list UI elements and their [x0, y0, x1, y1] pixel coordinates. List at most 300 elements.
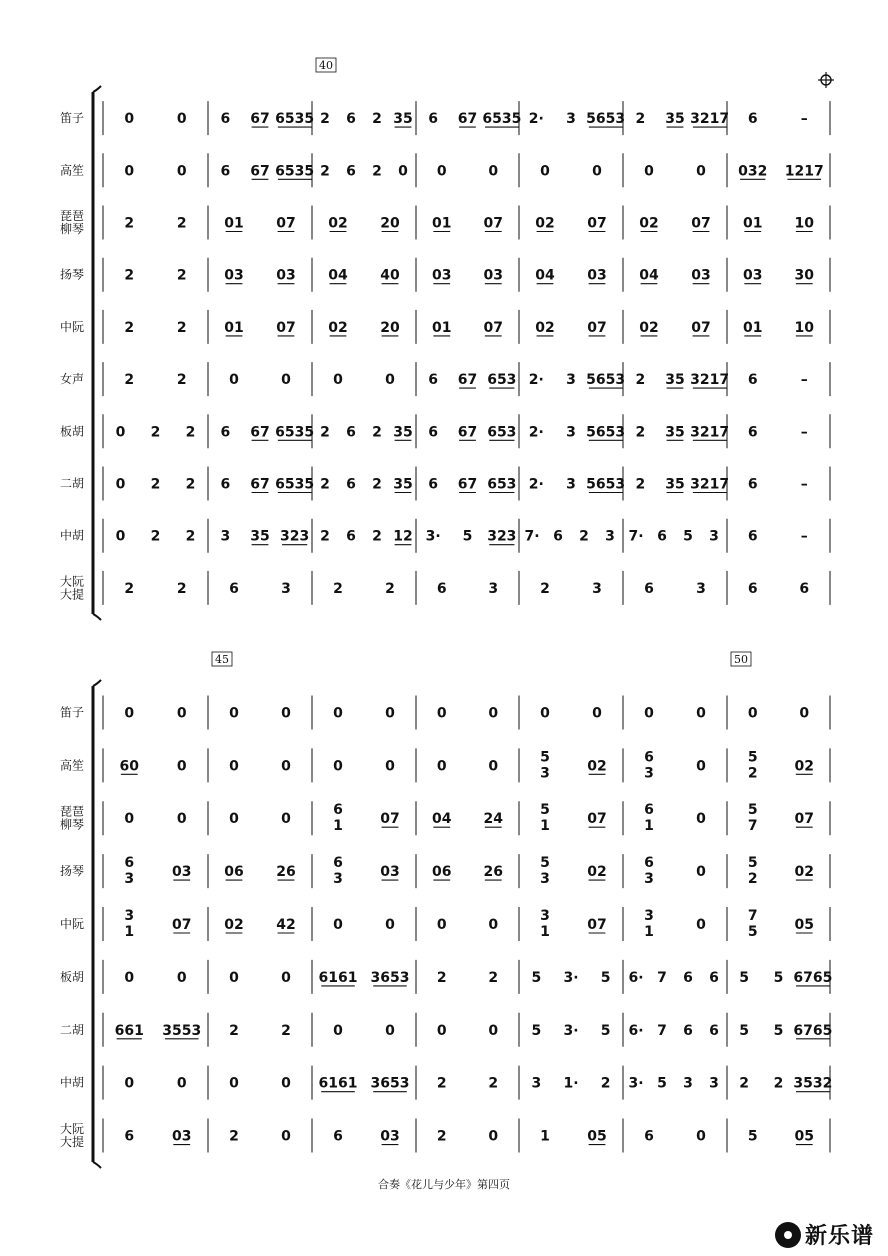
chord-lower-note: 5: [747, 924, 758, 940]
chord-lower-note: 3: [540, 871, 550, 888]
note-group: 5: [683, 528, 693, 545]
note-group: 03: [483, 267, 503, 284]
note-group: 07: [587, 811, 607, 828]
note-group: 2: [320, 528, 330, 545]
note-group: 3·: [563, 1022, 579, 1039]
note-group: 03: [380, 1128, 400, 1145]
note-group: 0: [644, 705, 654, 722]
note-group: 67: [250, 163, 270, 180]
note-group: 6: [220, 476, 231, 493]
note-group: 7·: [628, 528, 644, 545]
note-group: 6: [709, 1022, 719, 1039]
note-group: 10: [794, 215, 814, 232]
chord-lower-note: 3: [333, 871, 343, 888]
note-group: 2: [488, 1075, 499, 1092]
note-group: 5: [600, 1022, 611, 1039]
note-group: 03: [432, 267, 452, 284]
note-group: 3: [696, 580, 706, 597]
note-group: 01: [432, 319, 452, 336]
note-group: 01: [743, 215, 763, 232]
note-group: 2: [229, 1022, 239, 1039]
bracket-hook-top: [93, 86, 101, 92]
note-group: 0: [229, 811, 239, 828]
note-group: 2: [185, 476, 196, 493]
note-group: 5: [739, 1022, 750, 1039]
note-group: 0: [176, 969, 187, 986]
note-group: 3: [566, 476, 576, 493]
instrument-label: 琵琶: [59, 209, 85, 223]
note-group: 35: [665, 372, 685, 389]
note-group: 3: [709, 1075, 719, 1092]
note-group: 0: [644, 163, 654, 180]
note-group: 3: [566, 424, 576, 441]
note-group: –: [800, 528, 808, 545]
note-group: 6765: [793, 1022, 833, 1039]
note-group: 0: [281, 969, 291, 986]
note-group: 07: [483, 319, 503, 336]
chord-upper-note: 6: [644, 855, 654, 872]
note-group: 3: [566, 111, 576, 128]
note-group: 6: [644, 1128, 654, 1145]
note-group: 6: [747, 476, 758, 493]
note-group: 2: [176, 319, 187, 336]
note-group: 6: [124, 1128, 135, 1145]
note-group: 6: [428, 476, 439, 493]
chord-upper-note: 6: [333, 855, 343, 872]
note-group: 6: [428, 111, 439, 128]
note-group: 2: [124, 267, 135, 284]
note-group: 06: [432, 864, 452, 881]
note-group: 67: [457, 424, 478, 441]
chord-lower-note: 1: [644, 924, 654, 940]
note-group: 5: [657, 1075, 667, 1092]
note-group: 67: [457, 476, 478, 493]
note-group: 2: [124, 319, 135, 336]
note-group: 03: [743, 267, 763, 284]
note-group: 3: [709, 528, 719, 545]
note-group: 6765: [793, 969, 833, 986]
note-group: 0: [281, 811, 291, 828]
note-group: 3653: [370, 969, 410, 986]
chord-upper-note: 5: [540, 855, 550, 872]
note-group: 0: [176, 705, 187, 722]
note-group: 6535: [275, 476, 315, 493]
note-group: 0: [333, 705, 343, 722]
note-group: 03: [380, 864, 400, 881]
note-group: 03: [587, 267, 607, 284]
note-group: 6: [747, 111, 758, 128]
note-group: 07: [380, 811, 400, 828]
note-group: 2: [320, 163, 330, 180]
instrument-label: 高笙: [59, 758, 85, 773]
note-group: 40: [380, 267, 400, 284]
note-group: 2: [600, 1075, 611, 1092]
note-group: 67: [457, 111, 478, 128]
note-group: 1217: [784, 163, 824, 180]
note-group: 2: [320, 111, 330, 128]
note-group: 0: [488, 1128, 499, 1145]
note-group: 661: [114, 1022, 144, 1039]
note-group: 07: [172, 917, 192, 933]
note-group: 0: [398, 163, 408, 180]
note-group: 03: [172, 864, 192, 881]
note-group: 2: [773, 1075, 784, 1092]
page-footer: 合奏《花儿与少年》第四页: [378, 1178, 510, 1191]
note-group: 07: [587, 215, 607, 232]
note-group: 2: [372, 528, 382, 545]
chord-lower-note: 2: [747, 765, 758, 782]
note-group: 0: [333, 372, 343, 389]
note-group: 0: [488, 758, 499, 775]
note-group: 3553: [162, 1022, 202, 1039]
chord-lower-note: 2: [747, 871, 758, 888]
note-group: 0: [436, 705, 447, 722]
note-group: 07: [691, 215, 711, 232]
note-group: 6535: [275, 163, 315, 180]
note-group: 6: [428, 424, 439, 441]
chord-lower-note: 1: [124, 924, 135, 940]
note-group: 07: [794, 811, 814, 828]
note-group: 0: [176, 811, 187, 828]
note-group: 6: [220, 111, 231, 128]
note-group: 0: [229, 372, 239, 389]
note-group: 10: [794, 319, 814, 336]
note-group: 2: [124, 580, 135, 597]
note-group: 20: [380, 319, 400, 336]
chord-lower-note: 3: [644, 871, 654, 888]
chord-lower-note: 3: [124, 871, 135, 888]
note-group: 67: [457, 372, 478, 389]
note-group: 2: [176, 267, 187, 284]
chord-upper-note: 3: [124, 908, 135, 924]
note-group: 07: [587, 319, 607, 336]
note-group: 3·: [628, 1075, 644, 1092]
instrument-label: 大阮: [59, 574, 85, 589]
note-group: 26: [483, 864, 503, 881]
note-group: 3: [683, 1075, 693, 1092]
note-group: 2: [185, 528, 196, 545]
note-group: 0: [436, 163, 447, 180]
instrument-label: 板胡: [59, 969, 85, 984]
note-group: 35: [665, 111, 685, 128]
note-group: 3: [566, 372, 576, 389]
chord-upper-note: 6: [644, 749, 654, 766]
note-group: 2: [436, 969, 447, 986]
note-group: 42: [276, 917, 296, 933]
chord-lower-note: 3: [540, 765, 550, 782]
note-group: 20: [380, 215, 400, 232]
note-group: 6: [799, 580, 810, 597]
note-group: 2·: [528, 476, 544, 493]
note-group: 01: [224, 215, 244, 232]
bracket-hook-top: [93, 680, 101, 686]
note-group: 2: [436, 1128, 447, 1145]
note-group: 35: [393, 424, 413, 441]
note-group: 6·: [628, 1022, 644, 1039]
note-group: 0: [333, 1022, 343, 1039]
note-group: 6535: [482, 111, 522, 128]
note-group: 0: [488, 705, 499, 722]
note-group: 6: [220, 424, 231, 441]
note-group: 6: [436, 580, 447, 597]
note-group: 0: [281, 705, 291, 722]
instrument-label: 女声: [59, 372, 85, 387]
note-group: 1: [540, 1128, 550, 1145]
note-group: 2: [320, 424, 330, 441]
note-group: 6: [644, 580, 654, 597]
note-group: 5653: [586, 476, 626, 493]
note-group: 3·: [563, 969, 579, 986]
note-group: 2: [176, 215, 187, 232]
note-group: 5: [773, 969, 784, 986]
note-group: 2: [176, 580, 187, 597]
note-group: 07: [483, 215, 503, 232]
instrument-label: 大提: [59, 587, 85, 602]
note-group: 0: [281, 1128, 291, 1145]
instrument-label: 柳琴: [59, 222, 85, 236]
note-group: 0: [385, 372, 395, 389]
note-group: –: [800, 424, 808, 441]
note-group: 6: [747, 528, 758, 545]
note-group: 02: [535, 215, 555, 232]
instrument-label: 笛子: [59, 705, 85, 720]
note-group: 03: [276, 267, 296, 284]
note-group: 6: [346, 424, 356, 441]
note-group: 07: [691, 319, 711, 336]
note-group: 032: [738, 163, 768, 180]
note-group: 05: [794, 1128, 814, 1145]
note-group: 5653: [586, 111, 626, 128]
note-group: 6: [220, 163, 231, 180]
note-group: 06: [224, 864, 244, 881]
note-group: 26: [276, 864, 296, 881]
note-group: 5: [462, 528, 473, 545]
chord-upper-note: 5: [747, 855, 758, 872]
note-group: 0: [436, 1022, 447, 1039]
note-group: 2: [150, 424, 161, 441]
note-group: 03: [224, 267, 244, 284]
note-group: 6: [333, 1128, 343, 1145]
note-group: 0: [281, 758, 291, 775]
note-group: 04: [328, 267, 348, 284]
note-group: 0: [696, 811, 706, 828]
note-group: 2·: [528, 372, 544, 389]
note-group: 5: [747, 1128, 758, 1145]
note-group: 0: [385, 758, 395, 775]
note-group: 35: [393, 476, 413, 493]
note-group: 3·: [425, 528, 441, 545]
note-group: 35: [665, 476, 685, 493]
note-group: 0: [115, 528, 126, 545]
note-group: 0: [124, 705, 135, 722]
note-group: 2: [150, 476, 161, 493]
note-group: 6161: [318, 1075, 358, 1092]
note-group: 5653: [586, 424, 626, 441]
note-group: 0: [176, 1075, 187, 1092]
logo-text: 新乐谱: [804, 1224, 874, 1249]
note-group: 2: [372, 424, 382, 441]
note-group: 6: [346, 528, 356, 545]
note-group: 2: [124, 372, 135, 389]
note-group: 2: [320, 476, 330, 493]
note-group: 0: [281, 372, 291, 389]
note-group: 07: [587, 917, 607, 933]
note-group: 02: [328, 215, 348, 232]
note-group: 6: [229, 580, 239, 597]
instrument-label: 中胡: [59, 528, 85, 543]
note-group: 5: [531, 1022, 542, 1039]
note-group: 2: [579, 528, 589, 545]
note-group: 67: [250, 424, 270, 441]
note-group: 0: [696, 705, 706, 722]
chord-lower-note: 7: [747, 818, 758, 835]
note-group: 0: [115, 476, 126, 493]
note-group: 03: [172, 1128, 192, 1145]
note-group: 6: [747, 580, 758, 597]
note-group: 6535: [275, 111, 315, 128]
note-group: 6: [683, 969, 693, 986]
note-group: 2: [635, 111, 646, 128]
note-group: 6: [657, 528, 667, 545]
note-group: 02: [587, 758, 607, 775]
note-group: 35: [665, 424, 685, 441]
note-group: 6: [747, 372, 758, 389]
note-group: 2: [281, 1022, 291, 1039]
note-group: –: [800, 372, 808, 389]
measure-number: 50: [734, 653, 748, 666]
chord-upper-note: 5: [540, 802, 550, 819]
note-group: 0: [176, 758, 187, 775]
note-group: 3: [531, 1075, 542, 1092]
note-group: 02: [535, 319, 555, 336]
note-group: 3653: [370, 1075, 410, 1092]
note-group: 02: [587, 864, 607, 881]
note-group: 67: [250, 476, 270, 493]
note-group: 2: [436, 1075, 447, 1092]
note-group: 2: [385, 580, 395, 597]
chord-upper-note: 6: [124, 855, 135, 872]
note-group: 0: [229, 1075, 239, 1092]
note-group: 2: [635, 372, 646, 389]
chord-lower-note: 3: [644, 765, 654, 782]
instrument-label: 二胡: [59, 1022, 85, 1037]
note-group: 6·: [628, 969, 644, 986]
note-group: 05: [587, 1128, 607, 1145]
note-group: 653: [487, 476, 517, 493]
note-group: 2: [540, 580, 550, 597]
note-group: 0: [333, 758, 343, 775]
note-group: 0: [488, 163, 499, 180]
note-group: 6: [553, 528, 563, 545]
note-group: 5: [531, 969, 542, 986]
note-group: 0: [385, 705, 395, 722]
note-group: 05: [794, 917, 814, 933]
instrument-label: 大阮: [59, 1122, 85, 1137]
note-group: 24: [483, 811, 503, 828]
chord-lower-note: 1: [540, 818, 550, 835]
note-group: –: [800, 476, 808, 493]
note-group: 2: [333, 580, 343, 597]
chord-upper-note: 7: [747, 908, 758, 924]
note-group: 0: [229, 969, 239, 986]
note-group: 7: [657, 969, 667, 986]
note-group: 6: [428, 372, 439, 389]
note-group: 6: [346, 476, 356, 493]
note-group: 02: [794, 864, 814, 881]
note-group: 2: [150, 528, 161, 545]
note-group: 04: [535, 267, 555, 284]
instrument-label: 板胡: [59, 424, 85, 439]
note-group: 6161: [318, 969, 358, 986]
note-group: 2: [372, 476, 382, 493]
note-group: 6: [683, 1022, 693, 1039]
note-group: 2: [185, 424, 196, 441]
instrument-label: 中胡: [59, 1075, 85, 1090]
note-group: 0: [124, 111, 135, 128]
note-group: 0: [176, 163, 187, 180]
chord-upper-note: 5: [540, 749, 550, 766]
note-group: 67: [250, 111, 270, 128]
note-group: 0: [696, 1128, 706, 1145]
note-group: 3532: [793, 1075, 833, 1092]
note-group: 2: [124, 215, 135, 232]
instrument-label: 中阮: [59, 319, 85, 334]
note-group: 60: [119, 758, 139, 775]
chord-upper-note: 5: [747, 802, 758, 819]
note-group: 0: [333, 917, 343, 933]
note-group: 0: [592, 163, 602, 180]
note-group: 35: [250, 528, 270, 545]
note-group: 01: [224, 319, 244, 336]
chord-upper-note: 3: [540, 908, 550, 924]
note-group: 0: [592, 705, 602, 722]
note-group: 0: [176, 111, 187, 128]
note-group: 04: [639, 267, 659, 284]
site-logo: [775, 1219, 874, 1250]
chord-lower-note: 1: [644, 818, 654, 835]
note-group: 12: [393, 528, 413, 545]
measure-number: 40: [319, 59, 333, 72]
bracket-hook-bottom: [93, 1162, 101, 1168]
instrument-label: 中阮: [59, 917, 85, 931]
note-group: 0: [124, 811, 135, 828]
note-group: 0: [229, 705, 239, 722]
note-group: 6: [747, 424, 758, 441]
note-group: 0: [799, 705, 810, 722]
note-group: 1·: [563, 1075, 579, 1092]
instrument-label: 扬琴: [59, 864, 85, 879]
note-group: 02: [224, 917, 244, 933]
note-group: 2: [635, 424, 646, 441]
note-group: 2·: [528, 424, 544, 441]
instrument-label: 大提: [59, 1135, 85, 1150]
note-group: 0: [540, 705, 550, 722]
note-group: 2: [635, 476, 646, 493]
note-group: 0: [124, 1075, 135, 1092]
note-group: 0: [229, 758, 239, 775]
note-group: 0: [747, 705, 758, 722]
instrument-label: 二胡: [59, 476, 85, 491]
note-group: 0: [385, 917, 395, 933]
chord-upper-note: 3: [644, 908, 654, 924]
note-group: 0: [436, 917, 447, 933]
instrument-label: 琵琶: [59, 804, 85, 819]
note-group: 01: [743, 319, 763, 336]
instrument-label: 柳琴: [59, 817, 85, 832]
note-group: 30: [794, 267, 814, 284]
note-group: 2: [488, 969, 499, 986]
note-group: 2: [372, 163, 382, 180]
